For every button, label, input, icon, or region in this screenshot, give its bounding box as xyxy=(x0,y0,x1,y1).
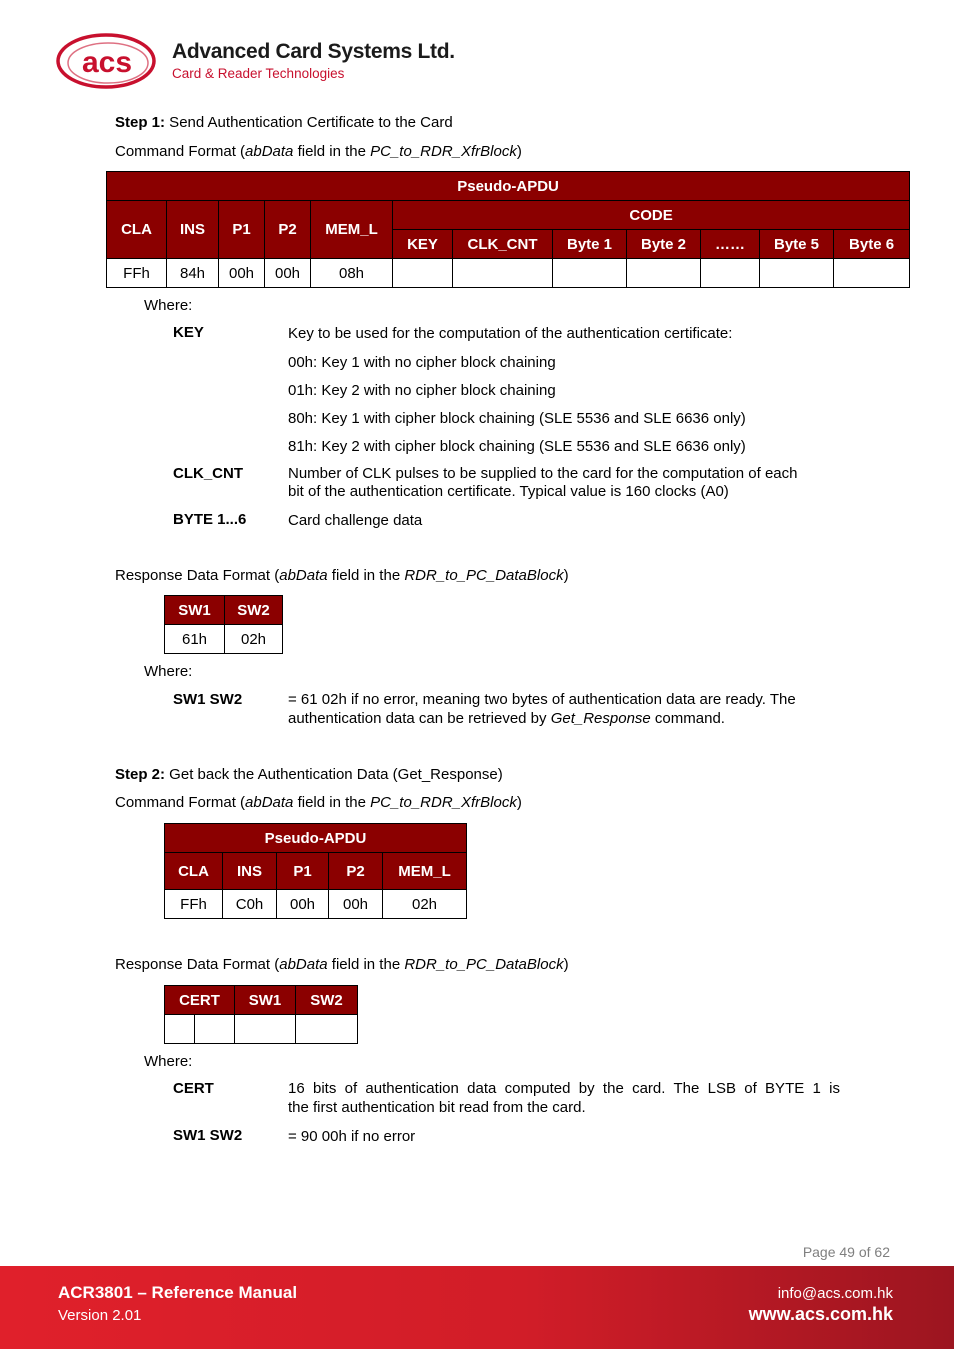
header-mem-l: MEM_L xyxy=(311,201,393,259)
def-term-sw1-sw2: SW1 SW2 xyxy=(173,691,243,708)
header-p2: P2 xyxy=(329,853,383,890)
cell-p1: 00h xyxy=(219,259,265,288)
def-sw1-sw2-desc: = 61 02h if no error, meaning two bytes of authentication data are ready. The authentication data can be retrieved by Get_Response command. xyxy=(288,691,796,727)
cell-p2: 00h xyxy=(265,259,311,288)
header-sw2: SW2 xyxy=(296,986,358,1015)
cell-ins: C0h xyxy=(223,890,277,919)
cell-cert-byte2 xyxy=(195,1015,235,1044)
cell-byte6 xyxy=(834,259,910,288)
header-p1: P1 xyxy=(277,853,329,890)
key-option: 81h: Key 2 with cipher block chaining (SLE 5536 and SLE 6636 only) xyxy=(288,438,746,455)
step1-command-format: Command Format (abData field in the PC_to_RDR_XfrBlock) xyxy=(115,143,522,160)
company-tagline: Card & Reader Technologies xyxy=(172,66,345,81)
cell-sw1 xyxy=(235,1015,296,1044)
cell-cla: FFh xyxy=(107,259,167,288)
header-byte1: Byte 1 xyxy=(553,230,627,259)
step2-heading: Step 2: Get back the Authentication Data (Get_Response) xyxy=(115,766,503,783)
header-ins: INS xyxy=(167,201,219,259)
where-label: Where: xyxy=(144,297,193,314)
cell-sw1: 61h xyxy=(165,625,225,654)
header-p1: P1 xyxy=(219,201,265,259)
header-cla: CLA xyxy=(165,853,223,890)
table-row xyxy=(165,1015,358,1044)
key-option: 01h: Key 2 with no cipher block chaining xyxy=(288,382,556,399)
header-clk-cnt: CLK_CNT xyxy=(453,230,553,259)
header-ellipsis: …… xyxy=(701,230,760,259)
table-row xyxy=(107,259,910,288)
key-option: 00h: Key 1 with no cipher block chaining xyxy=(288,354,556,371)
cell-p1: 00h xyxy=(277,890,329,919)
table-row xyxy=(165,890,467,919)
def-key-desc: Key to be used for the computation of the authentication certificate: xyxy=(288,325,733,342)
def-cert-desc: 16 bits of authentication data computed by the card. The LSB of BYTE 1 is the first authentication bit read from the card. xyxy=(288,1080,840,1116)
step1-response-format: Response Data Format (abData field in the RDR_to_PC_DataBlock) xyxy=(115,567,569,584)
header-code: CODE xyxy=(393,201,910,230)
step2-apdu-table xyxy=(164,823,467,919)
table-title: Pseudo-APDU xyxy=(107,172,910,201)
table-row xyxy=(165,625,283,654)
page-footer xyxy=(0,1266,954,1349)
def-sw1-sw2-desc: = 90 00h if no error xyxy=(288,1128,416,1145)
where-label: Where: xyxy=(144,663,193,680)
cell-byte2 xyxy=(627,259,701,288)
header-ins: INS xyxy=(223,853,277,890)
step1-heading: Step 1: Send Authentication Certificate to the Card xyxy=(115,114,453,131)
header-p2: P2 xyxy=(265,201,311,259)
page-number: Page 49 of 62 xyxy=(802,1244,890,1260)
step1-apdu-table xyxy=(106,171,910,288)
header-byte6: Byte 6 xyxy=(834,230,910,259)
header-mem-l: MEM_L xyxy=(383,853,467,890)
def-clk-cnt-desc: Number of CLK pulses to be supplied to the card for the computation of each bit of the authentication certificate. Typical value is 160 clocks (A0) xyxy=(288,465,798,500)
document-version: Version 2.01 xyxy=(58,1307,142,1324)
header-key: KEY xyxy=(393,230,453,259)
document-title: ACR3801 – Reference Manual xyxy=(58,1283,298,1302)
contact-email[interactable]: info@acs.com.hk xyxy=(777,1285,893,1302)
step2-response-format: Response Data Format (abData field in the RDR_to_PC_DataBlock) xyxy=(115,956,569,973)
step2-response-table xyxy=(164,985,358,1044)
cell-byte1 xyxy=(553,259,627,288)
website-link[interactable]: www.acs.com.hk xyxy=(748,1304,893,1324)
header-cla: CLA xyxy=(107,201,167,259)
def-byte-desc: Card challenge data xyxy=(288,512,423,529)
cell-p2: 00h xyxy=(329,890,383,919)
company-name: Advanced Card Systems Ltd. xyxy=(172,40,455,63)
cell-sw2 xyxy=(296,1015,358,1044)
def-term-sw1-sw2: SW1 SW2 xyxy=(173,1127,243,1144)
where-label: Where: xyxy=(144,1053,193,1070)
cell-key xyxy=(393,259,453,288)
cell-cert-byte1 xyxy=(165,1015,195,1044)
cell-ellipsis xyxy=(701,259,760,288)
def-term-key: KEY xyxy=(173,324,204,341)
header-byte5: Byte 5 xyxy=(760,230,834,259)
header-cert: CERT xyxy=(165,986,235,1015)
header-byte2: Byte 2 xyxy=(627,230,701,259)
step1-response-table xyxy=(164,595,283,654)
cell-cla: FFh xyxy=(165,890,223,919)
cell-mem-l: 02h xyxy=(383,890,467,919)
header-sw2: SW2 xyxy=(225,596,283,625)
cell-mem-l: 08h xyxy=(311,259,393,288)
cell-ins: 84h xyxy=(167,259,219,288)
def-term-cert: CERT xyxy=(173,1080,214,1097)
header-sw1: SW1 xyxy=(235,986,296,1015)
table-title: Pseudo-APDU xyxy=(165,824,467,853)
def-term-clk-cnt: CLK_CNT xyxy=(173,465,243,482)
step2-command-format: Command Format (abData field in the PC_to_RDR_XfrBlock) xyxy=(115,794,522,811)
cell-sw2: 02h xyxy=(225,625,283,654)
key-option: 80h: Key 1 with cipher block chaining (SLE 5536 and SLE 6636 only) xyxy=(288,410,746,427)
company-logo xyxy=(56,30,456,94)
cell-clk-cnt xyxy=(453,259,553,288)
header-sw1: SW1 xyxy=(165,596,225,625)
def-term-byte: BYTE 1...6 xyxy=(173,511,247,528)
svg-text:acs: acs xyxy=(81,46,133,79)
acs-logo-icon xyxy=(56,30,160,94)
cell-byte5 xyxy=(760,259,834,288)
